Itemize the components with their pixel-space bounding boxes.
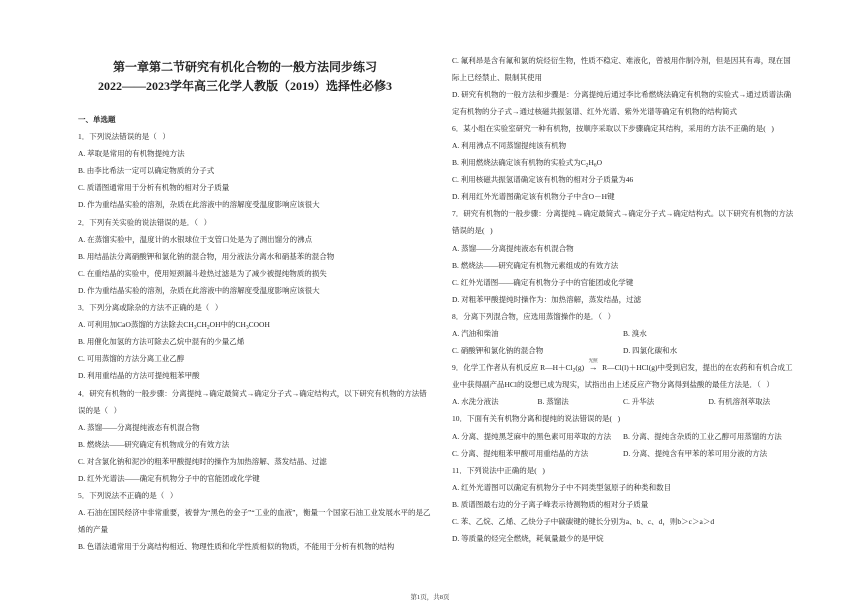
option-letter: B. <box>452 260 459 270</box>
text-segment: (g) <box>575 363 585 373</box>
text-segment: 作为重结晶实验的溶剂，杂质在此溶液中的溶解度受温度影响应该很大 <box>87 200 320 210</box>
question-item <box>78 299 434 384</box>
option-a <box>78 316 434 333</box>
question-number: 6． <box>452 123 464 133</box>
options-list <box>452 52 794 120</box>
option-text <box>87 371 200 380</box>
text-segment: 对含氯化钠和泥沙的粗苯甲酸提纯时的操作为加热溶解、蒸发结晶、过滤 <box>86 456 327 466</box>
question-number: 2． <box>78 217 90 227</box>
option-letter: A. <box>452 140 460 150</box>
text-segment: 质谱图最右边的分子离子峰表示待测物质的相对分子质量 <box>460 499 649 509</box>
option-text <box>87 542 395 551</box>
text-segment: 可利用加CaO蒸馏的方法除去CH <box>87 320 194 330</box>
text-segment: CH <box>196 320 207 330</box>
question-stem <box>78 487 434 504</box>
option-c <box>78 350 434 367</box>
question-item <box>452 205 794 308</box>
option-text <box>87 354 185 363</box>
option-a <box>452 428 623 445</box>
option-text <box>718 397 771 406</box>
left-column <box>78 58 434 578</box>
option-a <box>78 419 434 436</box>
option-text <box>87 337 245 346</box>
option-b <box>78 333 434 350</box>
subscript: 3 <box>245 324 249 331</box>
text-segment: 分离、提纯黑芝麻中的黑色素可用萃取的方法 <box>461 431 612 441</box>
arrow-condition-label: 光照 <box>588 358 598 364</box>
text-segment: COOH <box>248 320 270 330</box>
option-letter: D. <box>78 473 86 483</box>
option-c <box>452 445 623 462</box>
question-item <box>452 462 794 547</box>
option-text <box>461 517 714 526</box>
options-list <box>452 240 794 308</box>
option-text <box>87 474 260 483</box>
option-d <box>623 342 794 359</box>
text-segment: 硝酸钾和氯化钠的混合物 <box>460 346 544 356</box>
option-text <box>461 141 566 150</box>
question-stem <box>452 205 794 239</box>
option-b <box>78 248 434 265</box>
text-segment: 在蒸馏实验中，温度计的水银球位于支管口处是为了测出馏分的沸点 <box>87 234 313 244</box>
option-letter: D. <box>452 89 460 99</box>
option-letter: B. <box>623 431 630 441</box>
option-letter: A. <box>452 431 460 441</box>
option-a <box>452 325 623 342</box>
option-text <box>461 261 619 270</box>
text-segment: 对粗苯甲酸提纯时操作为：加热溶解，蒸发结晶，过滤 <box>461 294 642 304</box>
option-letter: D. <box>623 346 631 356</box>
text-segment: 由李比希法一定可以确定物质的分子式 <box>86 166 215 176</box>
options-list <box>452 137 794 205</box>
option-a <box>78 145 434 162</box>
text-segment: 作为重结晶实验的溶剂，杂质在此溶液中的溶解度受温度影响应该很大 <box>87 285 320 295</box>
option-letter: D. <box>452 192 460 202</box>
text-segment: 分离、提纯粗苯甲酸可用重结晶的方法 <box>460 448 589 458</box>
option-d <box>452 86 794 120</box>
option-letter: D. <box>78 285 86 295</box>
text-segment: 下列分离或除杂的方法不正确的是（ ） <box>89 303 223 313</box>
option-d <box>623 445 794 462</box>
option-text <box>452 56 791 82</box>
option-c <box>452 513 794 530</box>
question-item <box>452 410 794 461</box>
option-c <box>78 453 434 470</box>
option-d <box>709 393 795 410</box>
option-d <box>78 282 434 299</box>
option-c <box>78 265 434 282</box>
question-stem <box>78 299 434 316</box>
option-text <box>461 483 671 492</box>
option-letter: A. <box>78 422 86 432</box>
option-letter: D. <box>623 448 631 458</box>
question-number: 3． <box>78 303 90 313</box>
options-list <box>452 393 794 410</box>
option-text <box>461 534 604 543</box>
text-segment: 有机溶剂萃取法 <box>717 397 771 407</box>
question-number: 5． <box>78 491 90 501</box>
option-letter: B. <box>78 542 85 552</box>
option-text <box>87 457 327 466</box>
text-segment: 下列说法中正确的是( ) <box>466 465 545 475</box>
question-stem <box>452 120 794 137</box>
question-number: 10． <box>452 414 467 424</box>
question-stem <box>452 410 794 427</box>
text-segment: 可用蒸馏的方法分离工业乙醇 <box>86 354 185 364</box>
text-segment: 用结晶法分离硝酸钾和氯化钠的混合物，用分液法分离水和硝基苯的混合物 <box>86 251 335 261</box>
option-b <box>623 428 794 445</box>
options-list <box>452 428 794 462</box>
option-letter: C. <box>452 55 459 65</box>
option-letter: B. <box>78 251 85 261</box>
option-text <box>461 500 649 509</box>
page-footer: 第1页，共8页 <box>410 594 450 601</box>
text-segment: 利用核磁共振氢谱确定该有机物的相对分子质量为46 <box>460 175 634 185</box>
text-segment: 利用燃烧法确定该有机物的实验式为C <box>460 158 586 168</box>
text-segment: 某小组在实验室研究一种有机物，按顺序采取以下步骤确定其结构，采用的方法不正确的是( ) <box>463 123 774 133</box>
option-letter: A. <box>452 482 460 492</box>
text-segment: 利用沸点不同蒸馏提纯该有机物 <box>461 140 567 150</box>
question-item <box>452 308 794 359</box>
text-segment: 汽油和柴油 <box>461 329 499 338</box>
text-segment: 红外光谱图——确定有机物分子中的官能团或化学键 <box>460 277 634 287</box>
option-text <box>452 90 791 116</box>
text-segment: 研究有机物的一般方法和步骤是：分离提纯后通过李比希燃烧法确定有机物的实验式→通过质谱法确定有机物的分子式→通过核磁共振氢谱、红外光谱、紫外光谱等确定有机物的结构简式 <box>452 89 792 116</box>
subscript: 6 <box>593 162 597 169</box>
option-text <box>632 449 767 458</box>
text-segment: 分离、提纯含有甲苯的苯可用分液的方法 <box>632 448 768 458</box>
option-letter: D. <box>452 534 460 544</box>
options-list <box>78 145 434 213</box>
text-segment: 质谱图通常用于分析有机物的相对分子质量 <box>86 183 230 193</box>
option-c <box>78 179 434 196</box>
left-question-flow <box>78 128 434 555</box>
option-text <box>461 158 602 167</box>
question-item <box>452 52 794 120</box>
option-a <box>78 504 434 538</box>
question-stem <box>452 359 794 393</box>
question-stem <box>78 385 434 419</box>
option-c <box>452 342 623 359</box>
question-item <box>78 487 434 555</box>
option-text <box>87 235 312 244</box>
text-segment: 石油在国民经济中非常重要，被誉为“黑色的金子”“工业的血液”，衡量一个国家石油工业发展水平的是乙烯的产量 <box>78 508 431 535</box>
question-number: 4． <box>78 388 90 398</box>
option-d <box>452 291 794 308</box>
option-letter: C. <box>78 268 85 278</box>
option-text <box>461 295 641 304</box>
option-text <box>461 397 499 406</box>
text-segment: 色谱法通常用于分离结构相近、物理性质和化学性质相似的物质，不能用于分析有机物的结构 <box>86 542 395 552</box>
text-segment: 下列有关实验的说法错误的是．（ ） <box>89 217 212 227</box>
option-text <box>87 423 200 432</box>
option-text <box>461 192 614 201</box>
option-letter: A. <box>78 149 86 159</box>
option-a <box>452 393 538 410</box>
text-segment: 蒸馏——分离提纯液态有机混合物 <box>87 422 200 432</box>
option-letter: D. <box>708 397 716 407</box>
option-text <box>632 432 782 441</box>
text-segment: 利用红外光谱图确定该有机物分子中含O－H键 <box>461 192 615 202</box>
option-text <box>461 346 544 355</box>
option-text <box>461 329 499 338</box>
text-segment: R—Cl(l)＋HCl(g)中受到启发，提出的在农药和有机合成工业中获得副产品HCl的设想已成为现实，试指出由上述反应产物分离得到盐酸的最佳方法是．（ ） <box>452 363 793 390</box>
option-b <box>78 538 434 555</box>
option-text <box>632 397 655 406</box>
text-segment: OH中的CH <box>209 320 246 330</box>
option-text <box>461 432 611 441</box>
question-stem <box>78 128 434 145</box>
option-letter: C. <box>452 346 459 356</box>
text-segment: 在重结晶的实验中，使用短颈漏斗趁热过滤是为了减少被提纯物质的损失 <box>86 268 327 278</box>
option-letter: B. <box>452 158 459 168</box>
text-segment: 红外光谱图可以确定有机物分子中不同类型氢原子的种类和数目 <box>461 482 672 492</box>
option-b <box>452 154 794 171</box>
text-segment: 下列说法不正确的是（ ） <box>89 491 178 501</box>
option-text <box>87 149 185 158</box>
text-segment: 蒸馏——分离提纯液态有机混合物 <box>461 243 574 253</box>
option-letter: A. <box>78 320 86 330</box>
page-subtitle: 2022——2023学年高三化学人教版（2019）选择性必修3 <box>97 79 392 93</box>
options-list <box>452 325 794 359</box>
option-text <box>87 200 320 209</box>
text-segment: 燃烧法——研究确定有机物元素组成的有效方法 <box>460 260 619 270</box>
option-text <box>461 449 589 458</box>
option-c <box>623 393 709 410</box>
text-segment: 分离、提纯含杂质的工业乙醇可用蒸馏的方法 <box>631 431 782 441</box>
option-c <box>452 171 794 188</box>
option-d <box>452 188 794 205</box>
option-letter: C. <box>452 517 459 527</box>
text-segment: 溴水 <box>631 329 647 338</box>
option-b <box>452 496 794 513</box>
question-item <box>78 128 434 213</box>
option-letter: D. <box>78 371 86 381</box>
option-text <box>461 278 634 287</box>
option-letter: C. <box>78 456 85 466</box>
options-list <box>78 504 434 555</box>
option-text <box>87 183 230 192</box>
option-text <box>78 508 431 534</box>
question-stem <box>78 214 434 231</box>
text-segment: 红外光谱法——确定有机物分子中的官能团或化学键 <box>87 473 260 483</box>
option-text <box>87 269 327 278</box>
option-b <box>623 325 794 342</box>
option-letter: B. <box>78 337 85 347</box>
option-letter: A. <box>452 243 460 253</box>
option-letter: C. <box>78 354 85 364</box>
text-segment: 下列说法错误的是（ ） <box>89 132 170 142</box>
right-column <box>452 52 794 572</box>
option-d <box>78 470 434 487</box>
option-text <box>632 329 647 338</box>
text-segment: 蒸馏法 <box>546 397 569 407</box>
option-b <box>452 257 794 274</box>
options-list <box>452 479 794 547</box>
question-number: 11． <box>452 465 467 475</box>
options-list <box>78 419 434 487</box>
text-segment: 研究有机物的一般步骤：分离提纯→确定最简式→确定分子式→确定结构式。以下研究有机物的方法错误的是( ) <box>452 209 794 236</box>
reaction-arrow <box>585 358 601 373</box>
text-segment: 分离下列混合物，应选用蒸馏操作的是．（ ） <box>463 311 616 321</box>
text-segment: 利用重结晶的方法可提纯粗苯甲酸 <box>87 371 200 381</box>
text-segment: 苯、乙烷、乙烯、乙炔分子中碳碳键的键长分别为a、b、c、d，则b＞c＞a＞d <box>460 517 715 527</box>
option-letter: B. <box>623 329 630 338</box>
option-letter: B. <box>78 439 85 449</box>
subscript: 2 <box>585 162 589 169</box>
text-segment: 升华法 <box>631 397 655 407</box>
question-stem <box>452 308 794 325</box>
option-text <box>461 244 574 253</box>
text-segment: 研究有机物的一般步骤：分离提纯→确定最简式→确定分子式→确定结构式，以下研究有机物的方法错误的是（ ） <box>78 388 427 415</box>
subscript: 2 <box>572 367 576 374</box>
option-c <box>452 274 794 291</box>
option-letter: C. <box>452 448 459 458</box>
text-segment: 下面有关有机物分离和提纯的说法错误的是( ) <box>467 414 621 424</box>
option-letter: A. <box>78 234 86 244</box>
question-number: 1． <box>78 132 90 142</box>
option-text <box>87 252 335 261</box>
option-text <box>546 397 569 406</box>
option-letter: D. <box>78 200 86 210</box>
option-letter: C. <box>452 277 459 287</box>
option-a <box>452 240 794 257</box>
question-number: 9． <box>452 363 464 373</box>
option-letter: C. <box>452 175 459 185</box>
right-question-flow <box>452 52 794 548</box>
option-b <box>78 162 434 179</box>
options-list <box>78 231 434 299</box>
section-heading: 一、单选题 <box>78 115 116 124</box>
arrow-icon: → <box>588 362 598 373</box>
option-c <box>452 52 794 86</box>
text-segment: 水洗分液法 <box>461 397 499 407</box>
page-title: 第一章第二节研究有机化合物的一般方法同步练习 <box>112 60 377 74</box>
option-text <box>632 346 677 355</box>
option-b <box>78 436 434 453</box>
option-letter: C. <box>623 397 630 407</box>
option-text <box>87 440 230 449</box>
option-text <box>87 320 270 329</box>
question-item <box>452 120 794 205</box>
option-d <box>452 530 794 547</box>
option-letter: A. <box>452 397 460 407</box>
question-number: 8． <box>452 311 464 321</box>
text-segment: 四氯化碳和水 <box>632 346 678 356</box>
text-segment: 等质量的烃完全燃烧，耗氧量最少的是甲烷 <box>461 534 604 544</box>
option-a <box>452 479 794 496</box>
option-text <box>461 175 634 184</box>
option-a <box>78 231 434 248</box>
question-item <box>78 385 434 488</box>
option-letter: A. <box>452 329 460 338</box>
option-letter: C. <box>78 183 85 193</box>
option-d <box>78 196 434 213</box>
question-number: 7． <box>452 209 464 219</box>
subscript: 3 <box>193 324 197 331</box>
option-letter: D. <box>452 294 460 304</box>
subscript: 2 <box>206 324 210 331</box>
option-text <box>87 286 320 295</box>
option-d <box>78 367 434 384</box>
question-item <box>78 214 434 299</box>
text-segment: 燃烧法——研究确定有机物成分的有效方法 <box>86 439 230 449</box>
text-segment: 用催化加氢的方法可除去乙烷中混有的少量乙烯 <box>86 337 245 347</box>
option-b <box>538 393 624 410</box>
text-segment: 萃取是常用的有机物提纯方法 <box>87 149 185 159</box>
question-stem <box>452 462 794 479</box>
text-segment: O <box>596 158 603 168</box>
option-letter: B. <box>537 397 545 407</box>
option-text <box>87 166 215 175</box>
text-segment: 化学工作者从有机反应 R—H＋Cl <box>463 363 573 373</box>
text-segment: H <box>588 158 594 168</box>
question-item <box>452 359 794 410</box>
text-segment: 氟利昂是含有氟和氯的烷烃衍生物，性质不稳定、难液化，曾被用作制冷剂，但是因其有毒，现在国际上已经禁止、限制其使用 <box>452 55 791 82</box>
option-letter: B. <box>78 166 85 176</box>
option-letter: A. <box>78 508 86 518</box>
option-a <box>452 137 794 154</box>
option-letter: B. <box>452 499 459 509</box>
options-list <box>78 316 434 384</box>
